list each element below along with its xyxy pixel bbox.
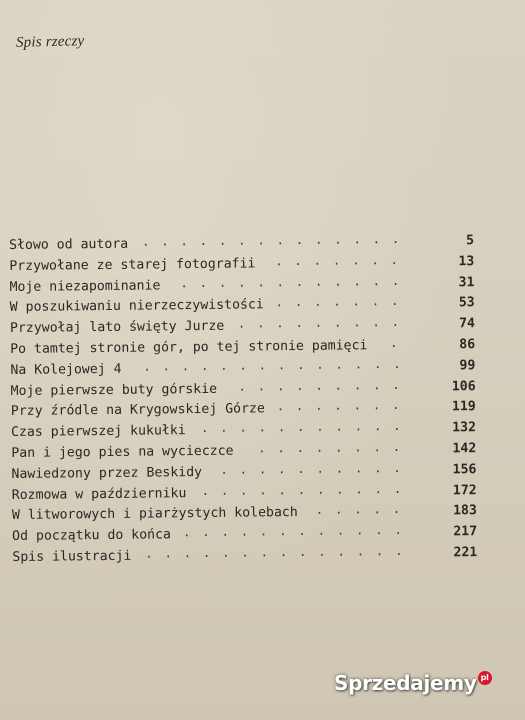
toc-entry-page: 142 xyxy=(452,441,477,457)
toc-entry-page: 74 xyxy=(458,316,476,332)
toc-entry-title: Moje niezapominanie xyxy=(9,278,161,295)
dot-leader: ........... xyxy=(201,481,414,498)
dot-leader: ......... xyxy=(238,377,412,394)
dot-leader: ....... xyxy=(276,398,412,414)
toc-entry-page: 172 xyxy=(452,482,477,498)
dot-leader: .............. xyxy=(141,231,412,249)
toc-entry-page: 13 xyxy=(458,253,475,270)
toc-entry-page: 86 xyxy=(459,337,476,353)
toc-entry-title: Moje pierwsze buty górskie xyxy=(10,381,218,399)
toc-entry-page: 221 xyxy=(453,545,478,561)
toc-entry-page: 5 xyxy=(466,233,475,249)
toc-entry-title: W poszukiwaniu nierzeczywistości xyxy=(9,297,264,316)
toc-entry-page: 156 xyxy=(452,461,477,478)
toc-entry-title: Przy źródle na Krygowskiej Górze xyxy=(10,401,265,420)
toc-entry-page: 31 xyxy=(458,274,475,290)
dot-leader: ..... xyxy=(315,502,413,518)
dot-leader: .......... xyxy=(220,460,413,477)
table-of-contents xyxy=(9,231,477,569)
toc-entry-title: Spis ilustracji xyxy=(12,548,132,565)
toc-entry xyxy=(12,543,477,569)
dot-leader: ............ xyxy=(183,522,414,540)
watermark-logo xyxy=(334,671,492,695)
toc-entry-title: Przywołaj lato święty Jurze xyxy=(9,318,225,337)
toc-entry-title: Na Kolejowej 4 xyxy=(10,361,122,378)
toc-entry-page: 217 xyxy=(453,524,478,540)
toc-entry-title: Nawiedzony przez Beskidy xyxy=(11,464,203,482)
dot-leader: ......... xyxy=(237,314,412,331)
toc-entry-title: Przywołane ze starej fotografii xyxy=(9,256,256,274)
dot-leader: ............ xyxy=(180,273,412,290)
toc-entry-page: 183 xyxy=(452,503,477,519)
toc-entry-title: Czas pierwszej kukułki xyxy=(10,423,186,441)
dot-leader: ........... xyxy=(200,418,413,436)
toc-entry-title: Pan i jego pies na wycieczce xyxy=(11,443,234,461)
toc-entry-page: 53 xyxy=(458,295,475,311)
dot-leader: .............. xyxy=(143,356,413,374)
toc-entry-title: Słowo od autora xyxy=(9,236,129,253)
toc-entry-title: W litworowych i piarżystych kolebach xyxy=(11,505,298,524)
dot-leader: ....... xyxy=(275,252,410,269)
watermark-text: Sprzedajemy xyxy=(334,671,477,695)
page-heading: Spis rzeczy xyxy=(15,33,85,51)
toc-entry-title: Od początku do końca xyxy=(12,527,172,545)
toc-entry-page: 132 xyxy=(452,420,477,436)
toc-entry-page: 119 xyxy=(451,399,476,415)
dot-leader: . xyxy=(390,335,410,350)
dot-leader: ........ xyxy=(258,439,413,456)
toc-entry-title: Po tamtej stronie gór, po tej stronie pamięci xyxy=(10,338,368,357)
dot-leader: .............. xyxy=(145,543,415,561)
watermark-badge: pl xyxy=(478,671,492,685)
toc-entry-title: Rozmowa w październiku xyxy=(11,485,187,503)
toc-entry-page: 106 xyxy=(451,378,476,394)
toc-entry-page: 99 xyxy=(459,357,476,374)
dot-leader: ....... xyxy=(275,294,411,310)
